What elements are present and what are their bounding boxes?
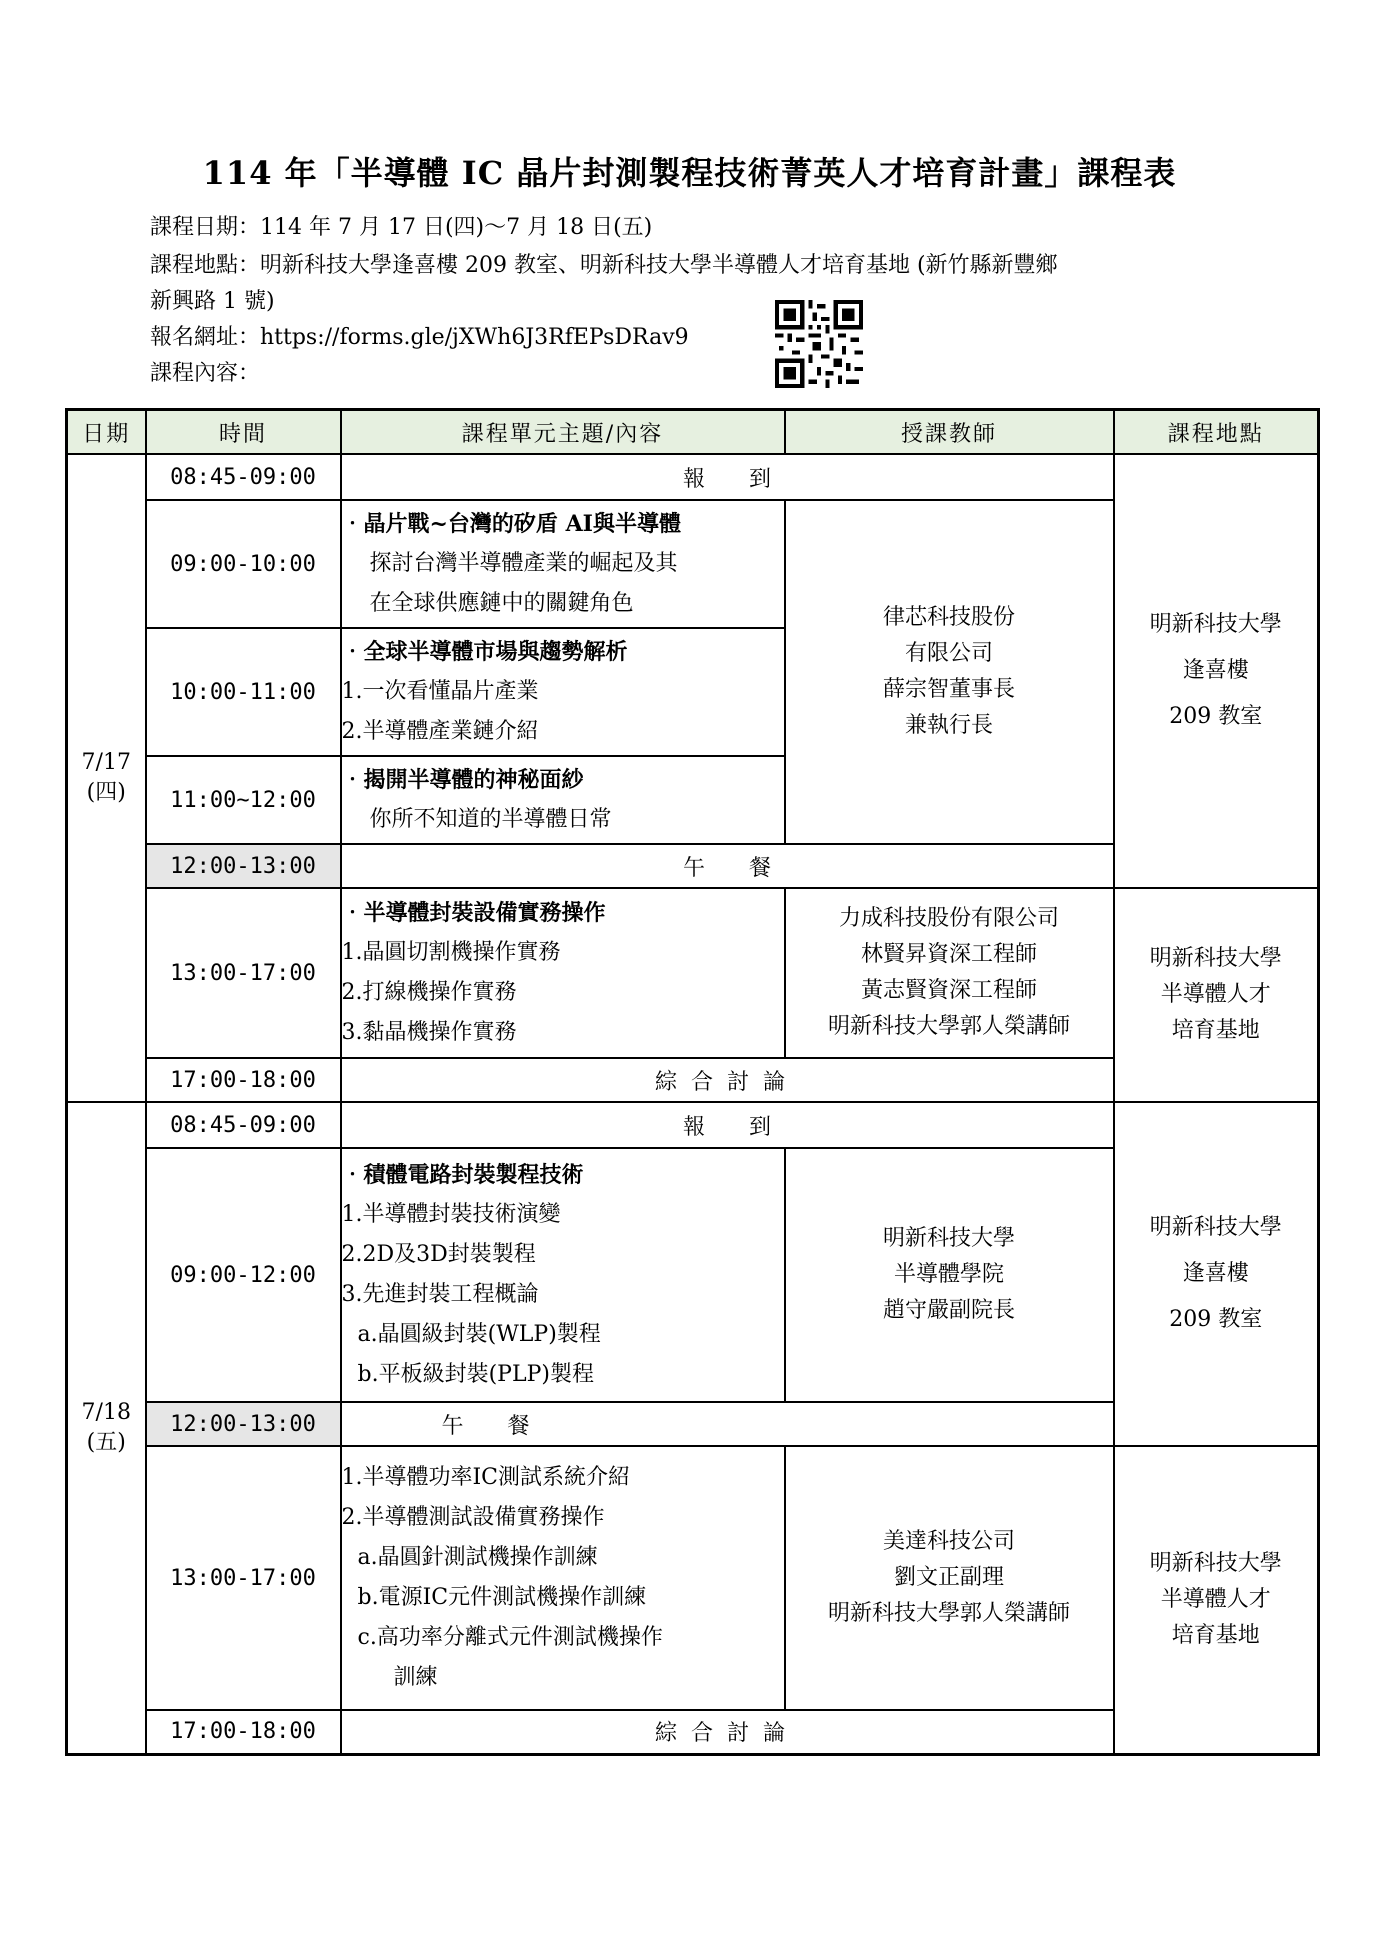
day1-teacher1-line4: 兼執行長: [904, 713, 993, 738]
day2-discussion: 綜合討論: [341, 1710, 1114, 1754]
course-schedule-table: [65, 408, 1320, 1756]
day1-session3-content: [341, 756, 785, 844]
day1-session1-line1: 探討台灣半導體產業的崛起及其: [369, 551, 678, 576]
day2-session1-line5: b.平板級封裝(PLP)製程: [357, 1362, 594, 1387]
day1-location2-line1: 明新科技大學: [1149, 946, 1282, 971]
day2-session1-line4: a.晶圓級封裝(WLP)製程: [357, 1322, 601, 1347]
day1-session2-content: [341, 628, 785, 756]
day1-session2-line1: 1.一次看懂晶片產業: [341, 679, 539, 704]
day1-teacher1-line1: 律芯科技股份: [882, 605, 1015, 630]
day1-session4-line3: 3.黏晶機操作實務: [341, 1020, 517, 1045]
course-location-line1: 課程地點：明新科技大學逢喜樓 209 教室、明新科技大學半導體人才培育基地 (新竹縣新豐鄉: [150, 253, 1058, 278]
day1-teacher2-line3: 黃志賢資深工程師: [860, 978, 1037, 1003]
day2-date: 7/18: [81, 1399, 131, 1425]
day1-session4-time: 13:00-17:00: [146, 888, 341, 1058]
day1-location2-line2: 半導體人才: [1160, 982, 1271, 1007]
day2-location2-line3: 培育基地: [1171, 1622, 1260, 1648]
day2-session2-line2: 2.半導體測試設備實務操作: [341, 1505, 605, 1530]
day2-location2-line1: 明新科技大學: [1149, 1550, 1282, 1576]
day1-session2-line2: 2.半導體產業鏈介紹: [341, 719, 539, 744]
course-location-line2: 新興路 1 號): [150, 289, 275, 314]
day2-teacher1-cell: [785, 1148, 1114, 1402]
day1-session4-line2: 2.打線機操作實務: [341, 980, 517, 1005]
day2-teacher2-line2: 劉文正副理: [893, 1565, 1004, 1590]
day2-session2-line4: b.電源IC元件測試機操作訓練: [357, 1585, 647, 1610]
day1-session1-title: ‧晶片戰~台灣的矽盾 AI與半導體: [341, 511, 681, 537]
day2-session1-line2: 2.2D及3D封裝製程: [341, 1242, 536, 1267]
day1-location2-line3: 培育基地: [1171, 1018, 1260, 1043]
registration-url[interactable]: 報名網址：https://forms.gle/jXWh6J3RfEPsDRav9: [150, 325, 689, 350]
day1-teacher2-line4: 明新科技大學郭人榮講師: [827, 1014, 1070, 1039]
day2-checkin: 報 到: [341, 1102, 1114, 1148]
header-teacher: 授課教師: [785, 410, 1114, 455]
day2-lunch-time: 12:00-13:00: [146, 1402, 341, 1446]
day1-weekday: (四): [86, 780, 126, 805]
day2-location1-line3: 209 教室: [1169, 1307, 1263, 1332]
day2-session2-line1: 1.半導體功率IC測試系統介紹: [341, 1465, 631, 1490]
day1-session3-time: 11:00~12:00: [146, 756, 341, 844]
day1-session3-title: ‧揭開半導體的神秘面紗: [341, 767, 584, 793]
day2-session1-line3: 3.先進封裝工程概論: [341, 1282, 539, 1307]
day2-teacher2-cell: [785, 1446, 1114, 1710]
day1-checkin-time: 08:45-09:00: [146, 454, 341, 500]
day2-location2-cell: [1114, 1446, 1319, 1754]
day2-lunch: 午 餐: [341, 1402, 1114, 1446]
header-topic: 課程單元主題/內容: [341, 410, 785, 455]
day2-session1-content: [341, 1148, 785, 1402]
day1-location1-line1: 明新科技大學: [1149, 612, 1282, 637]
day1-location1-cell: [1114, 454, 1319, 888]
day2-location2-line2: 半導體人才: [1160, 1586, 1271, 1612]
day1-discussion-time: 17:00-18:00: [146, 1058, 341, 1102]
day2-weekday: (五): [86, 1429, 126, 1455]
day2-checkin-time: 08:45-09:00: [146, 1102, 341, 1148]
day1-session3-line1: 你所不知道的半導體日常: [369, 807, 612, 832]
header-time: 時間: [146, 410, 341, 455]
day2-teacher2-line3: 明新科技大學郭人榮講師: [827, 1601, 1070, 1626]
day1-discussion: 綜合討論: [341, 1058, 1114, 1102]
day2-teacher1-line3: 趙守嚴副院長: [882, 1298, 1015, 1323]
course-date: 課程日期：114 年 7 月 17 日(四)～7 月 18 日(五): [150, 215, 653, 240]
day2-discussion-time: 17:00-18:00: [146, 1710, 341, 1754]
day1-location1-line3: 209 教室: [1169, 704, 1263, 729]
table-row: [67, 1102, 1319, 1148]
header-date: 日期: [67, 410, 146, 455]
header-location: 課程地點: [1114, 410, 1319, 455]
day1-location1-line2: 逢喜樓: [1182, 658, 1249, 683]
day1-lunch: 午 餐: [341, 844, 1114, 888]
day1-date: 7/17: [81, 750, 131, 775]
day2-session1-time: 09:00-12:00: [146, 1148, 341, 1402]
day1-teacher2-cell: [785, 888, 1114, 1058]
day1-lunch-time: 12:00-13:00: [146, 844, 341, 888]
day1-checkin: 報 到: [341, 454, 1114, 500]
day2-teacher2-line1: 美達科技公司: [882, 1529, 1015, 1554]
day2-session2-line5: c.高功率分離式元件測試機操作: [357, 1625, 663, 1650]
day1-session4-content: [341, 888, 785, 1058]
table-row: [67, 1446, 1319, 1710]
day1-session1-line2: 在全球供應鏈中的關鍵角色: [369, 591, 634, 616]
day1-teacher1-line3: 薛宗智董事長: [882, 677, 1015, 702]
day2-session1-line1: 1.半導體封裝技術演變: [341, 1202, 561, 1227]
day2-date-cell: [67, 1102, 146, 1754]
day2-location1-cell: [1114, 1102, 1319, 1446]
day2-teacher1-line1: 明新科技大學: [882, 1226, 1015, 1251]
day2-session2-line3: a.晶圓針測試機操作訓練: [357, 1545, 598, 1570]
day1-session4-title: ‧半導體封裝設備實務操作: [341, 900, 606, 926]
day1-date-cell: [67, 454, 146, 1102]
day1-session2-title: ‧全球半導體市場與趨勢解析: [341, 639, 628, 665]
day2-session2-time: 13:00-17:00: [146, 1446, 341, 1710]
day2-location1-line2: 逢喜樓: [1182, 1261, 1249, 1286]
day2-teacher1-line2: 半導體學院: [893, 1262, 1004, 1287]
qr-code-icon[interactable]: [775, 300, 863, 388]
table-row: [67, 888, 1319, 1058]
day1-teacher2-line1: 力成科技股份有限公司: [838, 906, 1059, 931]
table-row: [67, 454, 1319, 500]
day1-teacher1-cell: [785, 500, 1114, 844]
day1-location2-cell: [1114, 888, 1319, 1102]
day1-session4-line1: 1.晶圓切割機操作實務: [341, 940, 561, 965]
day1-session2-time: 10:00-11:00: [146, 628, 341, 756]
day1-session1-content: [341, 500, 785, 628]
day2-session1-title: ‧積體電路封裝製程技術: [341, 1162, 584, 1188]
page-title: 114 年「半導體 IC 晶片封測製程技術菁英人才培育計畫」課程表: [202, 154, 1177, 192]
day1-teacher1-line2: 有限公司: [904, 641, 993, 666]
course-content-label: 課程內容：: [150, 361, 261, 386]
day2-session2-content: [341, 1446, 785, 1710]
day1-session1-time: 09:00-10:00: [146, 500, 341, 628]
day2-session2-line6: 訓練: [393, 1665, 438, 1690]
day2-location1-line1: 明新科技大學: [1149, 1215, 1282, 1240]
day1-teacher2-line2: 林賢昇資深工程師: [860, 942, 1037, 967]
table-header-row: [67, 410, 1319, 455]
